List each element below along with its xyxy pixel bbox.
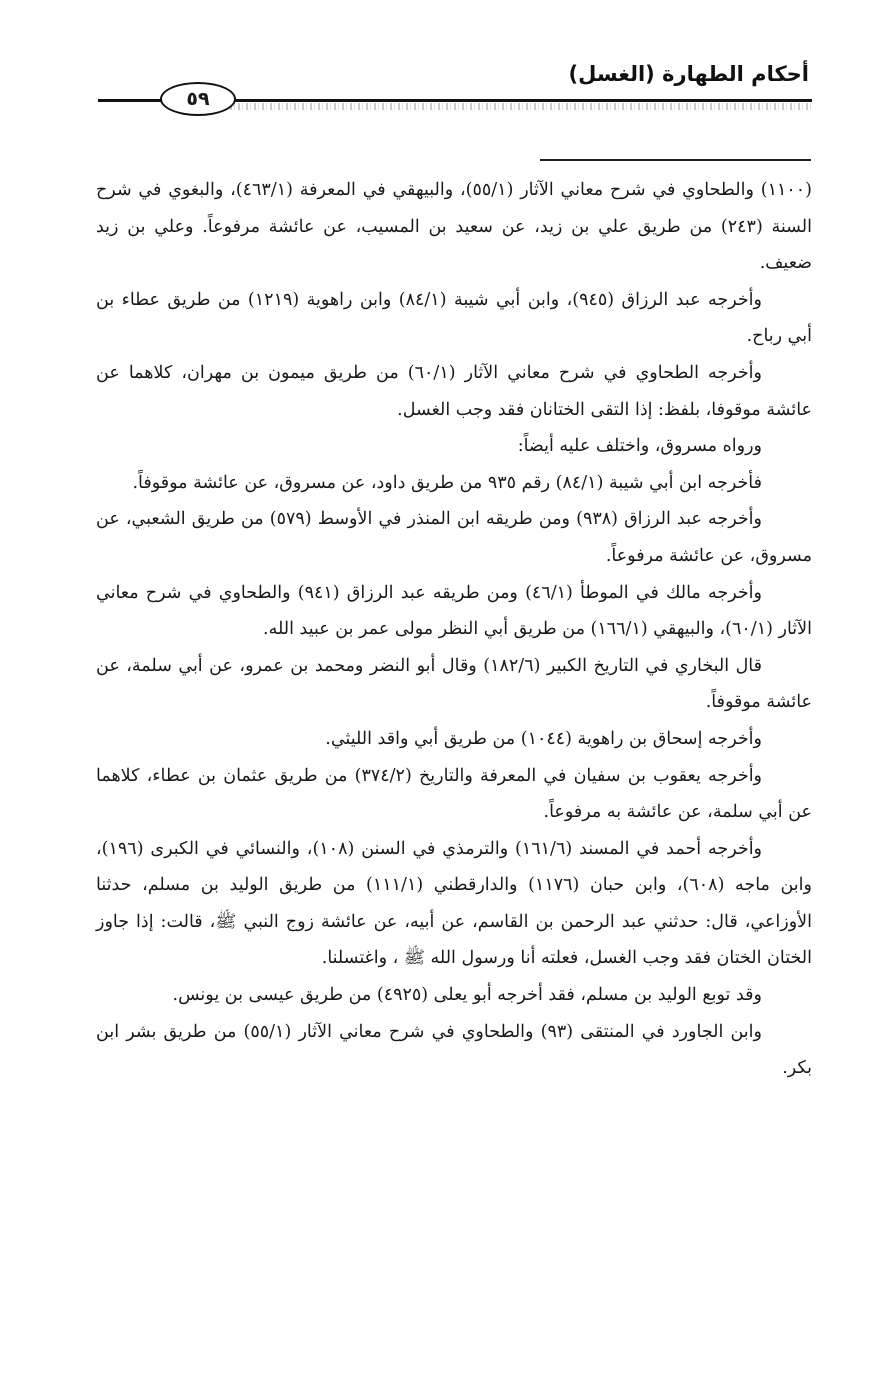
- running-header-title: أحكام الطهارة (الغسل): [568, 62, 809, 86]
- paragraph: وأخرجه أحمد في المسند (١٦١/٦) والترمذي في السنن (١٠٨)، والنسائي في الكبرى (١٩٦)، وابن ماجه (٦٠٨)، وابن حبان (١١٧٦) والدارقطني (١١١/١) من طريق الوليد بن مسلم، حدثنا الأوزاعي، قال: حدثني عبد الرحمن بن القاسم، عن أبيه، عن عائشة زوج النبي ﷺ، قالت: إذا جاوز الختان الختان فقد وجب الغسل، فعلته أنا ورسول الله ﷺ ، واغتسلنا.: [96, 838, 812, 969]
- paragraph: وابن الجاورد في المنتقى (٩٣) والطحاوي في شرح معاني الآثار (٥٥/١) من طريق بشر ابن بكر.: [96, 1021, 812, 1079]
- header-rule-texture: [230, 103, 812, 110]
- page-number-badge: [160, 82, 236, 116]
- paragraph: وأخرجه عبد الرزاق (٩٣٨) ومن طريقه ابن المنذر في الأوسط (٥٧٩) من طريق الشعبي، عن مسروق، عن عائشة مرفوعاً.: [96, 509, 812, 566]
- paragraph: وقد توبع الوليد بن مسلم، فقد أخرجه أبو يعلى (٤٩٢٥) من طريق عيسى بن يونس.: [172, 985, 762, 1006]
- paragraph: فأخرجه ابن أبي شيبة (٨٤/١) رقم ٩٣٥ من طريق داود، عن مسروق، عن عائشة موقوفاً.: [132, 472, 762, 493]
- paragraph: وأخرجه مالك في الموطأ (٤٦/١) ومن طريقه عبد الرزاق (٩٤١) والطحاوي في شرح معاني الآثار (٦٠/١)، والبيهقي (١٦٦/١) من طريق أبي النظر مولى عمر بن عبيد الله.: [96, 582, 812, 640]
- paragraph: وأخرجه إسحاق بن راهوية (١٠٤٤) من طريق أبي واقد الليثي.: [325, 728, 762, 749]
- paragraph: ورواه مسروق، واختلف عليه أيضاً:: [517, 436, 762, 457]
- footnote-separator: [540, 159, 811, 161]
- paragraph: وأخرجه يعقوب بن سفيان في المعرفة والتاريخ (٣٧٤/٢) من طريق عثمان بن عطاء، كلاهما عن أبي سلمة، عن عائشة به مرفوعاً.: [96, 765, 812, 823]
- paragraph: قال البخاري في التاريخ الكبير (١٨٢/٦) وقال أبو النضر ومحمد بن عمرو، عن أبي سلمة، عن عائشة موقوفاً.: [96, 655, 812, 713]
- paragraph: (١١٠٠) والطحاوي في شرح معاني الآثار (٥٥/١)، والبيهقي في المعرفة (٤٦٣/١)، والبغوي في شرح السنة (٢٤٣) من طريق علي بن زيد، عن سعيد بن المسيب، عن عائشة مرفوعاً. وعلي بن زيد ضعيف.: [96, 180, 812, 274]
- paragraph: وأخرجه عبد الرزاق (٩٤٥)، وابن أبي شيبة (٨٤/١) وابن راهوية (١٢١٩) من طريق عطاء بن أبي رباح.: [96, 289, 812, 347]
- page-number: ٥٩: [186, 88, 210, 110]
- footnote-body: [96, 172, 812, 1087]
- paragraph: وأخرجه الطحاوي في شرح معاني الآثار (٦٠/١) من طريق ميمون بن مهران، كلاهما عن عائشة موقوفا، بلفظ: إذا التقى الختانان فقد وجب الغسل.: [96, 362, 812, 420]
